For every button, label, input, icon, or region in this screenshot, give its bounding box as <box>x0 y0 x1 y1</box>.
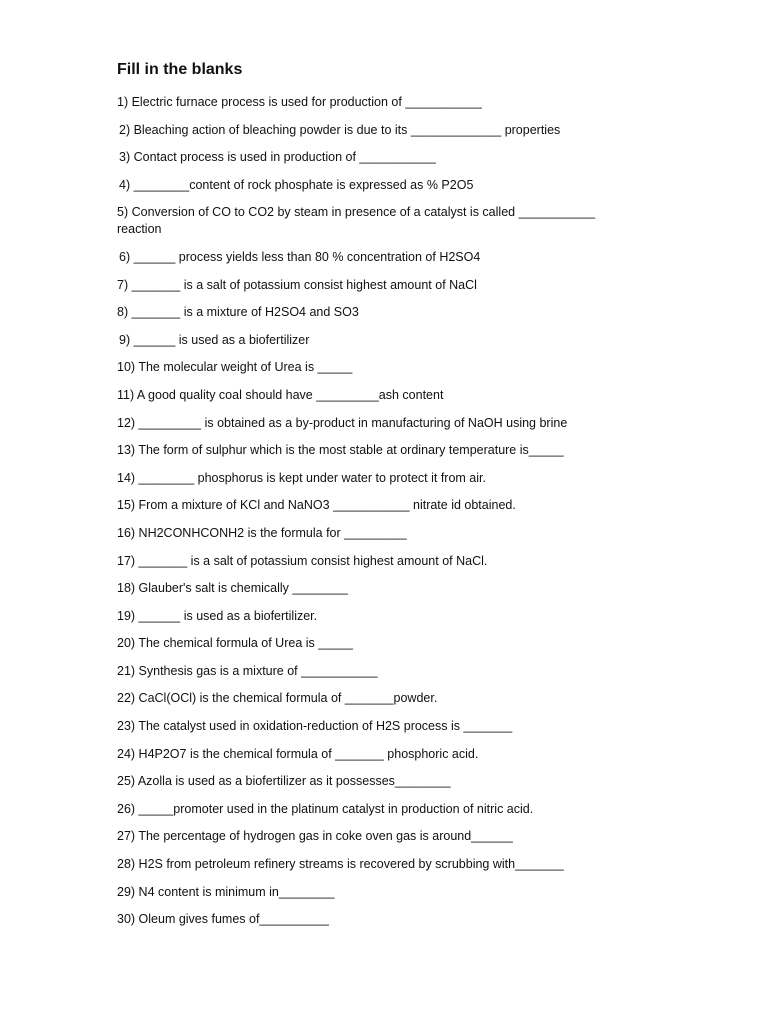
question-item: 3) Contact process is used in production of ___________ <box>119 150 436 165</box>
question-item: 22) CaCl(OCl) is the chemical formula of _______powder. <box>117 691 438 706</box>
question-item: 24) H4P2O7 is the chemical formula of _______ phosphoric acid. <box>117 746 479 761</box>
question-item: 26) _____promoter used in the platinum catalyst in production of nitric acid. <box>117 801 534 816</box>
question-item: 9) ______ is used as a biofertilizer <box>119 332 310 347</box>
question-item: 11) A good quality coal should have _________ash content <box>117 387 444 402</box>
question-item: 23) The catalyst used in oxidation-reduction of H2S process is _______ <box>117 719 513 734</box>
question-item: 28) H2S from petroleum refinery streams is recovered by scrubbing with_______ <box>117 857 564 872</box>
question-item: 20) The chemical formula of Urea is _____ <box>117 636 353 651</box>
question-item: 27) The percentage of hydrogen gas in coke oven gas is around______ <box>117 829 513 844</box>
question-item: 21) Synthesis gas is a mixture of ___________ <box>117 663 378 678</box>
question-item: 8) _______ is a mixture of H2SO4 and SO3 <box>117 305 359 320</box>
question-item: 1) Electric furnace process is used for production of ___________ <box>117 95 482 109</box>
question-item: 18) Glauber's salt is chemically ________ <box>117 581 348 596</box>
question-item: 6) ______ process yields less than 80 % concentration of H2SO4 <box>119 249 481 264</box>
question-item: 15) From a mixture of KCl and NaNO3 ___________ nitrate id obtained. <box>117 498 516 513</box>
page-title: Fill in the blanks <box>117 61 243 78</box>
question-item: 2) Bleaching action of bleaching powder is due to its _____________ properties <box>119 122 561 137</box>
question-item: 25) Azolla is used as a biofertilizer as it possesses________ <box>117 774 451 789</box>
question-item: 12) _________ is obtained as a by-product in manufacturing of NaOH using brine <box>117 415 568 430</box>
question-item: 19) ______ is used as a biofertilizer. <box>117 608 318 623</box>
question-item: 14) ________ phosphorus is kept under water to protect it from air. <box>117 470 486 485</box>
question-item: 29) N4 content is minimum in________ <box>117 884 335 899</box>
question-item: 7) _______ is a salt of potassium consist highest amount of NaCl <box>117 277 477 292</box>
question-item: 5) Conversion of CO to CO2 by steam in presence of a catalyst is called ___________ reaction <box>117 205 596 237</box>
question-item: 13) The form of sulphur which is the most stable at ordinary temperature is_____ <box>117 443 564 458</box>
question-item: 17) _______ is a salt of potassium consist highest amount of NaCl. <box>117 553 488 568</box>
question-list <box>117 94 617 939</box>
question-item: 16) NH2CONHCONH2 is the formula for _________ <box>117 525 407 540</box>
question-item: 10) The molecular weight of Urea is _____ <box>117 360 353 375</box>
question-item: 4) ________content of rock phosphate is expressed as % P2O5 <box>119 177 474 192</box>
question-item: 30) Oleum gives fumes of__________ <box>117 912 329 927</box>
